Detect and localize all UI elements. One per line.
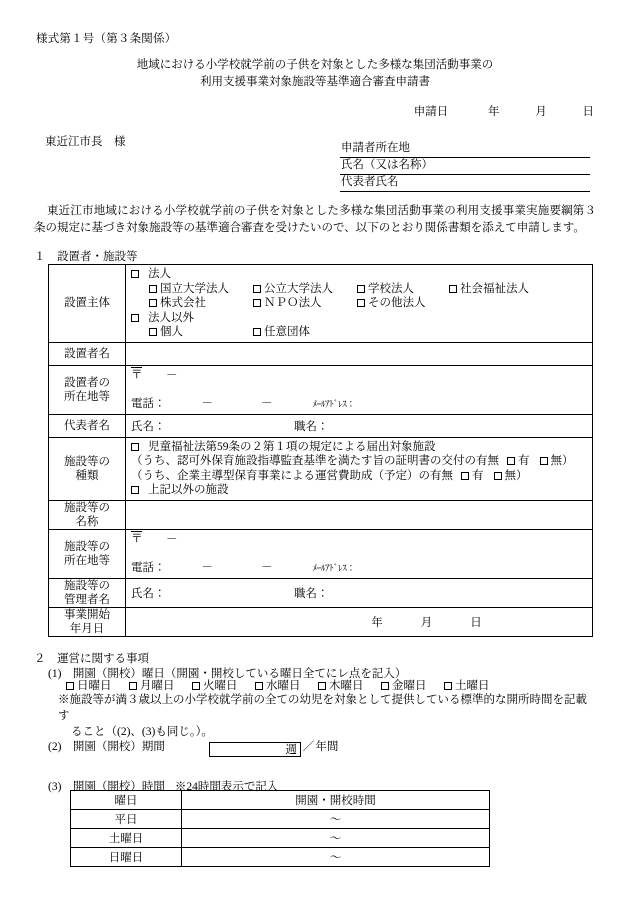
per-year-label: 年間 bbox=[315, 741, 339, 753]
option-other-corporation[interactable] bbox=[357, 296, 426, 311]
table-header-row bbox=[71, 791, 490, 810]
checkbox-icon-public-university[interactable] bbox=[253, 285, 261, 293]
section-2-item-3-label: (3) 開園（開校）時間 bbox=[48, 781, 165, 793]
weeks-unit: 週 bbox=[285, 744, 297, 756]
option-label: ＮＰＯ法人 bbox=[264, 297, 322, 309]
table-row bbox=[71, 829, 490, 848]
option-voluntary-group[interactable] bbox=[253, 325, 310, 340]
option-cert-yes[interactable] bbox=[507, 454, 530, 469]
zip-dash: － bbox=[166, 533, 178, 546]
founder-corporate-options-row-2 bbox=[131, 296, 592, 311]
weekday-label: 土曜日 bbox=[455, 680, 490, 692]
input-start-date[interactable] bbox=[126, 607, 593, 636]
label-facility-manager bbox=[49, 578, 126, 607]
table-row-facility-address bbox=[49, 529, 593, 578]
facility-type-note-2 bbox=[131, 469, 592, 484]
option-label: 株式会社 bbox=[160, 297, 206, 309]
checkbox-icon-other-facility[interactable] bbox=[131, 486, 139, 494]
weekday-thursday[interactable] bbox=[318, 677, 381, 693]
tel-dash-1: － bbox=[201, 397, 213, 410]
option-label: 有 bbox=[472, 469, 484, 482]
label-line-1: 施設等の bbox=[64, 540, 110, 553]
checkbox-icon-wednesday[interactable] bbox=[255, 682, 263, 690]
slash-separator: ／ bbox=[302, 741, 315, 753]
option-social-welfare[interactable] bbox=[449, 282, 529, 297]
postal-mark-icon: 〒 bbox=[131, 368, 143, 381]
option-label: 無 bbox=[550, 455, 562, 467]
checkbox-icon-school-corporation[interactable] bbox=[357, 285, 365, 293]
option-label: 児童福祉法第59条の２第１項の規定による届出対象施設 bbox=[148, 440, 436, 453]
note-close: ） bbox=[516, 469, 528, 482]
facility-information-table bbox=[48, 264, 593, 637]
option-label: 国立大学法人 bbox=[160, 282, 229, 295]
tel-dash-2: － bbox=[261, 397, 273, 410]
applicant-representative-field[interactable]: 代表者氏名 bbox=[340, 175, 590, 192]
cell-day-saturday: 土曜日 bbox=[71, 829, 182, 848]
checkbox-icon-subsidy-no[interactable] bbox=[494, 472, 502, 480]
weekday-tuesday[interactable] bbox=[192, 677, 255, 693]
intro-line-1: 東近江市地域における小学校就学前の子供を対象とした多様な集団活動事業の利用支援事業実施要綱第３条 bbox=[34, 205, 596, 234]
checkbox-icon-sunday[interactable] bbox=[66, 682, 74, 690]
apply-date-year: 年 bbox=[488, 106, 500, 118]
form-number: 様式第１号（第３条関係） bbox=[36, 33, 177, 45]
tel-dash-2: － bbox=[261, 561, 273, 574]
label-facility-type bbox=[49, 437, 126, 500]
checkbox-icon-thursday[interactable] bbox=[318, 682, 326, 690]
section-2-item-3-note: ※24時間表示で記入 bbox=[174, 781, 279, 793]
option-national-university[interactable] bbox=[149, 282, 253, 297]
weekday-label: 月曜日 bbox=[140, 680, 175, 692]
label-corporate: 法人 bbox=[148, 268, 171, 280]
cell-hours-saturday[interactable]: ～ bbox=[182, 829, 490, 848]
label-founder-address bbox=[49, 365, 126, 414]
weekday-checkbox-group bbox=[66, 677, 586, 693]
value-facility-address bbox=[126, 529, 593, 578]
founder-tel-row[interactable] bbox=[131, 397, 592, 412]
note-line-1: ※施設等が満３歳以上の小学校就学前の全ての幼児を対象として提供している標準的な開所時間を記載す bbox=[58, 694, 587, 722]
table-row bbox=[71, 810, 490, 829]
intro-paragraph bbox=[34, 203, 596, 237]
value-representative[interactable] bbox=[126, 414, 593, 437]
label-line-1: 施設等の bbox=[64, 579, 110, 592]
label-start-date bbox=[49, 607, 126, 636]
start-date-month: 月 bbox=[420, 616, 433, 629]
value-facility-manager[interactable] bbox=[126, 578, 593, 607]
checkbox-icon-stock-company[interactable] bbox=[149, 299, 157, 307]
founder-noncorporate-options-row bbox=[131, 325, 592, 340]
label-facility-name bbox=[49, 500, 126, 529]
value-founder-type bbox=[126, 265, 593, 343]
option-individual[interactable] bbox=[149, 325, 253, 340]
header-hours: 開園・開校時間 bbox=[182, 791, 490, 810]
postal-mark-icon: 〒 bbox=[131, 532, 143, 545]
weekday-label: 木曜日 bbox=[329, 680, 364, 692]
tel-label: 電話： bbox=[131, 397, 166, 410]
header-day: 曜日 bbox=[71, 791, 182, 810]
section-2-heading: ２ 運営に関する事項 bbox=[34, 653, 149, 665]
checkbox-icon-noncorporate[interactable] bbox=[131, 314, 139, 322]
email-label: ﾒｰﾙｱﾄﾞﾚｽ： bbox=[312, 398, 356, 409]
option-school-corporation[interactable] bbox=[357, 282, 449, 297]
label-line-1: 施設等の bbox=[64, 501, 110, 514]
label-line-1: 事業開始 bbox=[64, 608, 110, 621]
representative-title-label: 職名： bbox=[294, 420, 329, 433]
manager-title-label: 職名： bbox=[294, 587, 329, 600]
tel-label: 電話： bbox=[131, 561, 166, 574]
table-row-facility-manager bbox=[49, 578, 593, 607]
weekday-saturday[interactable] bbox=[444, 677, 507, 693]
option-cert-no[interactable] bbox=[540, 454, 563, 469]
input-facility-name[interactable] bbox=[126, 500, 593, 529]
checkbox-icon-npo[interactable] bbox=[253, 299, 261, 307]
option-label: 社会福祉法人 bbox=[460, 282, 529, 295]
section-1-heading: １ 設置者・施設等 bbox=[34, 251, 138, 263]
facility-zip-row[interactable] bbox=[131, 532, 592, 548]
checkbox-icon-monday[interactable] bbox=[129, 682, 137, 690]
table-row-start-date bbox=[49, 607, 593, 636]
checkbox-icon-social-welfare[interactable] bbox=[449, 285, 457, 293]
option-label: 個人 bbox=[160, 326, 183, 338]
option-label: 上記以外の施設 bbox=[148, 484, 229, 496]
tel-dash-1: － bbox=[201, 561, 213, 574]
founder-noncorporate-row bbox=[131, 311, 592, 326]
option-npo[interactable] bbox=[253, 296, 357, 311]
checkbox-icon-cert-no[interactable] bbox=[540, 457, 548, 465]
document-title bbox=[0, 57, 630, 91]
label-representative: 代表者名 bbox=[49, 414, 126, 437]
table-row-representative bbox=[49, 414, 593, 437]
label-line-2: 種類 bbox=[75, 469, 99, 482]
label-line-1: 設置者の bbox=[64, 376, 110, 389]
section-2-item-2-label: (2) 開園（開校）期間 bbox=[48, 741, 165, 753]
weekday-label: 日曜日 bbox=[77, 680, 112, 692]
checkbox-icon-other-corporation[interactable] bbox=[357, 299, 365, 307]
section-2-item-1-label: (1) 開園（開校）曜日（開園・開校している曜日全てにレ点を記入） bbox=[48, 668, 407, 680]
founder-corporate-options-row-1 bbox=[131, 282, 592, 297]
start-date-year: 年 bbox=[371, 616, 383, 629]
weekday-label: 金曜日 bbox=[392, 680, 427, 692]
table-row-founder-address bbox=[49, 365, 593, 414]
label-line-2: 名称 bbox=[75, 515, 99, 528]
option-public-university[interactable] bbox=[253, 282, 357, 297]
checkbox-icon-national-university[interactable] bbox=[149, 285, 157, 293]
option-subsidy-yes[interactable] bbox=[461, 469, 484, 484]
option-label: 任意団体 bbox=[264, 326, 310, 338]
label-facility-address bbox=[49, 529, 126, 578]
checkbox-icon-subsidy-yes[interactable] bbox=[461, 472, 469, 480]
option-subsidy-no[interactable] bbox=[494, 469, 517, 484]
apply-date-month: 月 bbox=[535, 106, 547, 118]
checkbox-icon-tuesday[interactable] bbox=[192, 682, 200, 690]
facility-type-option-1[interactable] bbox=[131, 440, 592, 455]
applicant-address-field[interactable]: 申請者所在地 bbox=[340, 141, 590, 158]
note-text: （うち、企業主導型保育事業による運営費助成（予定）の有無 bbox=[131, 469, 453, 482]
title-line-1: 地域における小学校就学前の子供を対象とした多様な集団活動事業の bbox=[136, 59, 494, 71]
intro-line-2: の規定に基づき対象施設等の基準適合審査を受けたいので、以下のとおり関係書類を添えて申請します。 bbox=[45, 222, 585, 234]
label-line-1: 施設等の bbox=[64, 455, 110, 468]
table-row-founder-type bbox=[49, 265, 593, 343]
start-date-day: 日 bbox=[470, 616, 482, 629]
title-line-2: 利用支援事業対象施設等基準適合審査申請書 bbox=[200, 76, 430, 88]
checkbox-icon-corporate[interactable] bbox=[131, 270, 139, 278]
label-line-2: 所在地等 bbox=[64, 554, 110, 567]
apply-date-day: 日 bbox=[582, 106, 594, 118]
founder-zip-row[interactable] bbox=[131, 368, 592, 384]
facility-type-option-2[interactable] bbox=[131, 483, 592, 498]
label-line-2: 年月日 bbox=[69, 622, 105, 635]
checkbox-icon-friday[interactable] bbox=[381, 682, 389, 690]
checkbox-icon-cert-yes[interactable] bbox=[507, 457, 515, 465]
checkbox-icon-notification-facility[interactable] bbox=[131, 443, 139, 451]
checkbox-icon-individual[interactable] bbox=[149, 328, 157, 336]
weekday-wednesday[interactable] bbox=[255, 677, 318, 693]
facility-tel-row[interactable] bbox=[131, 561, 592, 576]
weekday-monday[interactable] bbox=[129, 677, 192, 693]
cell-hours-weekday[interactable]: ～ bbox=[182, 810, 490, 829]
label-founder-name: 設置者名 bbox=[49, 342, 126, 365]
section-2-note bbox=[58, 692, 594, 740]
weekday-sunday[interactable] bbox=[66, 677, 129, 693]
facility-type-note-1 bbox=[131, 454, 592, 469]
applicant-name-field[interactable]: 氏名（又は名称） bbox=[340, 158, 590, 175]
cell-hours-sunday[interactable]: ～ bbox=[182, 848, 490, 867]
manager-name-label: 氏名： bbox=[131, 587, 166, 600]
option-label: 学校法人 bbox=[368, 282, 414, 295]
cell-day-sunday: 日曜日 bbox=[71, 848, 182, 867]
apply-date-label: 申請日 bbox=[413, 106, 449, 118]
value-founder-address bbox=[126, 365, 593, 414]
table-row bbox=[71, 848, 490, 867]
label-line-2: 管理者名 bbox=[64, 593, 110, 606]
checkbox-icon-voluntary-group[interactable] bbox=[253, 328, 261, 336]
zip-dash: － bbox=[166, 369, 178, 382]
addressee: 東近江市長 様 bbox=[45, 136, 126, 148]
weeks-per-year-input[interactable] bbox=[209, 742, 301, 757]
note-line-2: ること（(2)、(3)も同じ。）。 bbox=[71, 726, 213, 738]
weekday-label: 水曜日 bbox=[266, 680, 301, 692]
option-label: 公立大学法人 bbox=[264, 282, 333, 295]
weekday-label: 火曜日 bbox=[203, 680, 238, 692]
note-text: （うち、認可外保育施設指導監査基準を満たす旨の証明書の交付の有無 bbox=[131, 455, 499, 467]
option-label: 有 bbox=[518, 455, 530, 467]
option-stock-company[interactable] bbox=[149, 296, 253, 311]
representative-name-label: 氏名： bbox=[131, 420, 166, 433]
label-noncorporate: 法人以外 bbox=[148, 311, 194, 324]
table-row-facility-type bbox=[49, 437, 593, 500]
weekday-friday[interactable] bbox=[381, 677, 444, 693]
cell-day-weekday: 平日 bbox=[71, 810, 182, 829]
input-founder-name[interactable] bbox=[126, 342, 593, 365]
section-2-item-2 bbox=[48, 738, 338, 757]
checkbox-icon-saturday[interactable] bbox=[444, 682, 452, 690]
value-facility-type bbox=[126, 437, 593, 500]
option-label: 無 bbox=[504, 469, 516, 482]
label-founder-type: 設置主体 bbox=[49, 265, 126, 343]
table-row-founder-name bbox=[49, 342, 593, 365]
table-row-facility-name bbox=[49, 500, 593, 529]
option-label: その他法人 bbox=[368, 297, 426, 309]
email-label: ﾒｰﾙｱﾄﾞﾚｽ： bbox=[312, 562, 356, 573]
label-line-2: 所在地等 bbox=[64, 390, 110, 403]
applicant-block bbox=[340, 141, 590, 192]
opening-hours-table bbox=[70, 790, 490, 867]
apply-date-line bbox=[0, 103, 594, 119]
founder-corporate-row bbox=[131, 267, 592, 282]
note-close: ） bbox=[562, 455, 574, 467]
